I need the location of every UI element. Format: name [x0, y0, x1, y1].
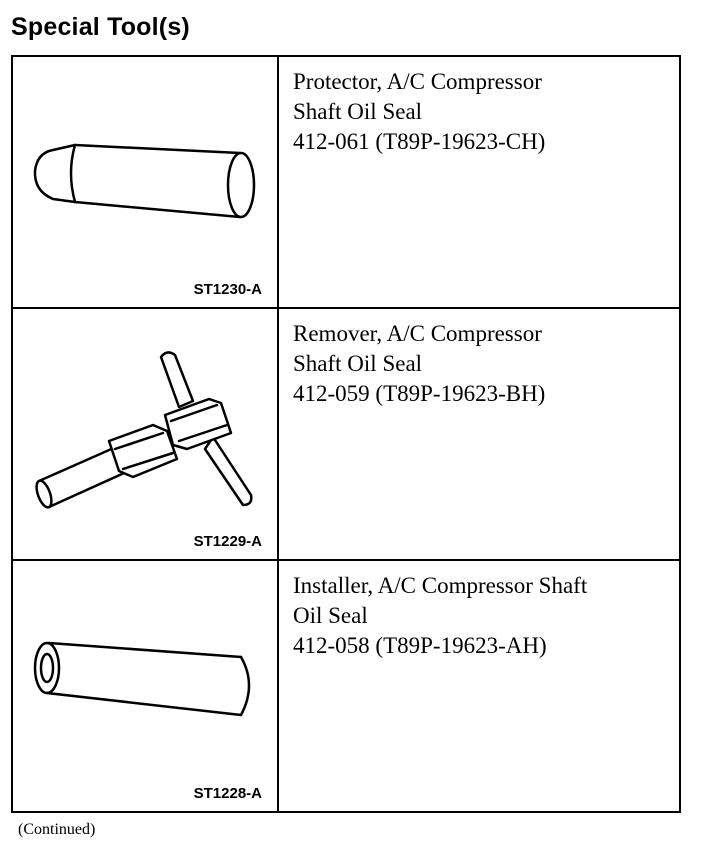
tool-name-line: Shaft Oil Seal — [293, 351, 423, 376]
tool-illustration-cell — [12, 56, 278, 308]
tool-part-number: 412-059 (T89P-19623-BH) — [293, 381, 546, 406]
seal-installer-tube-icon — [13, 561, 277, 813]
table-row — [12, 560, 680, 812]
special-tools-table — [11, 55, 681, 813]
tool-description-cell — [278, 56, 680, 308]
illustration-code: ST1228-A — [193, 785, 262, 802]
page-title: Special Tool(s) — [11, 13, 190, 41]
illustration-code: ST1230-A — [193, 281, 262, 298]
tool-name-line: Shaft Oil Seal — [293, 99, 423, 124]
table-row — [12, 56, 680, 308]
tool-illustration-cell — [12, 308, 278, 560]
tool-part-number: 412-058 (T89P-19623-AH) — [293, 633, 547, 658]
seal-protector-sleeve-icon — [13, 57, 277, 309]
tool-name-line: Installer, A/C Compressor Shaft — [293, 573, 588, 598]
tool-description-cell — [278, 560, 680, 812]
tool-name-line: Remover, A/C Compressor — [293, 321, 542, 346]
tool-illustration-cell — [12, 560, 278, 812]
tool-description-cell — [278, 308, 680, 560]
seal-remover-t-handle-icon — [13, 309, 277, 561]
tool-name-line: Protector, A/C Compressor — [293, 69, 542, 94]
table-row — [12, 308, 680, 560]
illustration-code: ST1229-A — [193, 533, 262, 550]
tool-part-number: 412-061 (T89P-19623-CH) — [293, 129, 546, 154]
continued-note: (Continued) — [18, 821, 96, 838]
tool-name-line: Oil Seal — [293, 603, 368, 628]
